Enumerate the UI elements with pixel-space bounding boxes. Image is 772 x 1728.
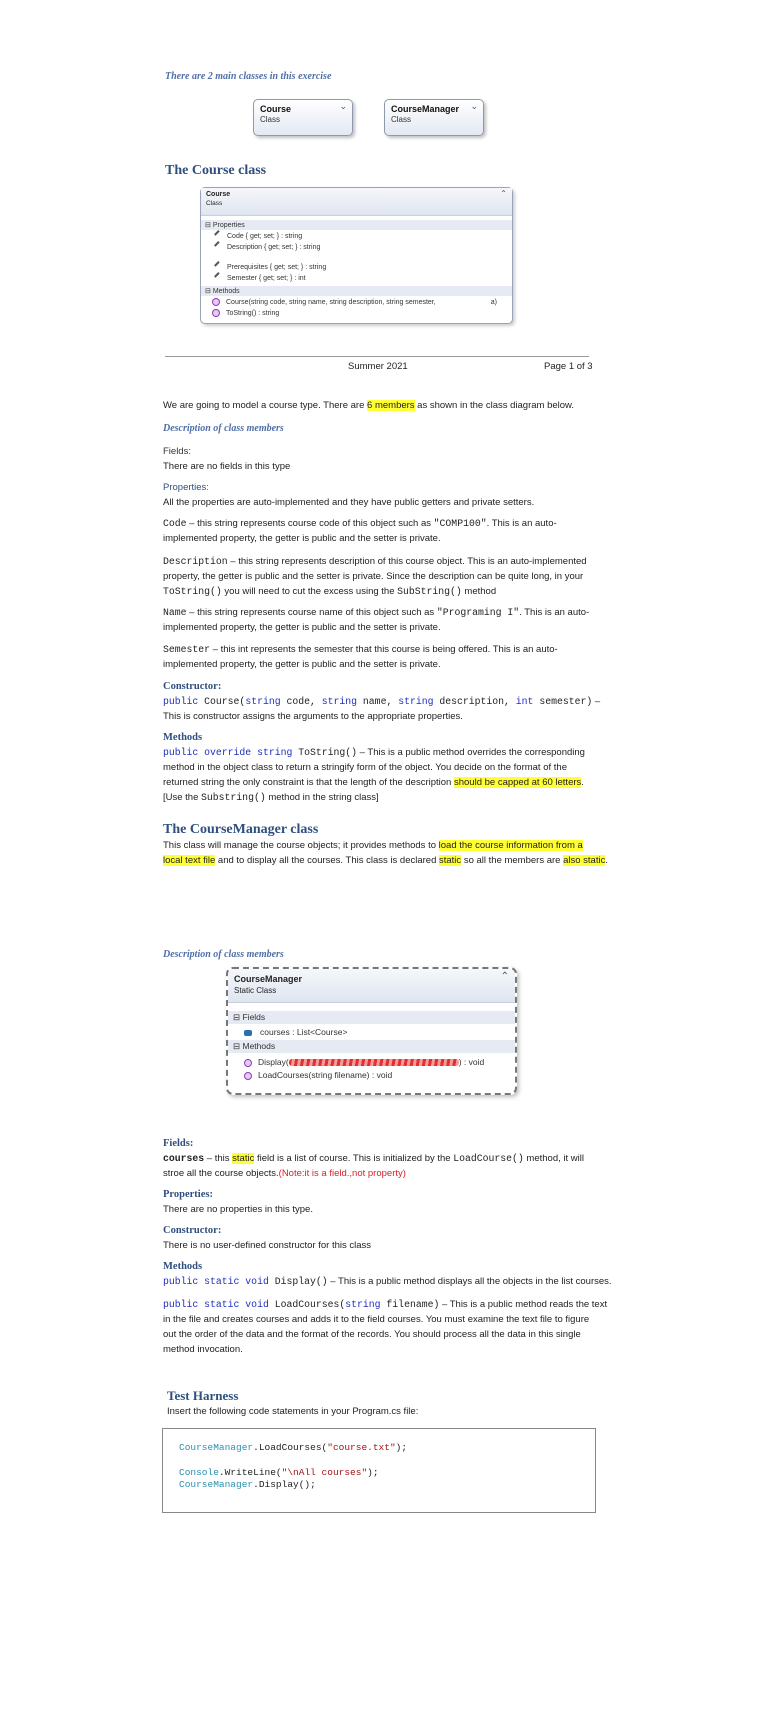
- methods-label: Methods: [212, 288, 240, 295]
- code-line-1: CourseManager.LoadCourses("course.txt");: [179, 1442, 408, 1453]
- class-name: Course: [260, 104, 292, 114]
- constructor-label: Constructor:: [163, 681, 222, 692]
- class-kind: Class: [391, 115, 412, 124]
- fields-block: [163, 444, 290, 474]
- prop-description: Description – this string represents description of this course object. This is an auto-implemented property, the getter is public and the setter is private. Since the description can be quite long, in your ToString() you will need to cut the excess using the SubString() method: [163, 556, 587, 597]
- cm-constructor-block: Constructor: There is no user-defined constructor for this class: [163, 1225, 372, 1251]
- footer-page-number: Page 1 of 3: [544, 361, 593, 372]
- cm-section-title: The CourseManager class: [163, 822, 319, 837]
- diagram-header: [228, 969, 515, 1003]
- harness-text: Insert the following code statements in your Program.cs file:: [167, 1406, 419, 1417]
- method-icon: [244, 1059, 252, 1067]
- course-section-title: The Course class: [165, 163, 267, 178]
- coursemanager-class-box: [384, 99, 484, 136]
- desc-heading: Description of class members: [163, 423, 284, 434]
- cm-properties-block: Properties: There are no properties in this type.: [163, 1189, 313, 1215]
- cm-fields-block: Fields: courses – this static field is a list of course. This is initialized by the LoadCourse() method, it will stroe all the course objects.(Note:it is a field.,not property): [163, 1136, 623, 1181]
- methods-label: Methods: [163, 732, 203, 743]
- class-kind: Class: [260, 115, 281, 124]
- code-line-2: Console.WriteLine("\nAll courses");: [179, 1467, 379, 1478]
- fields-label: Fields:: [163, 446, 191, 457]
- harness-title: Test Harness: [167, 1388, 239, 1403]
- field-item: courses : List<Course>: [228, 1024, 515, 1037]
- footer-center: Summer 2021: [348, 361, 408, 372]
- properties-text: All the properties are auto-implemented and they have public getters and private setters.: [163, 497, 535, 508]
- diagram-class-name: CourseManager: [234, 974, 303, 984]
- code-line-3: CourseManager.Display();: [179, 1479, 316, 1490]
- property-list: [201, 230, 512, 284]
- prop-name: Name – this string represents course name of this object such as "Programing I". This is an auto- implemented property, the getter is public and the setter is private.: [163, 607, 590, 633]
- method-item: LoadCourses(string filename) : void: [244, 1069, 515, 1082]
- wrench-icon: [214, 272, 224, 282]
- method-list: [201, 296, 512, 319]
- diagram-class-name: Course: [206, 191, 231, 198]
- property-item: Semester { get; set; } : int: [215, 274, 512, 285]
- expand-icon[interactable]: ⌄: [470, 101, 478, 111]
- collapse-icon[interactable]: ⌃: [500, 189, 507, 198]
- course-class-box: [253, 99, 353, 136]
- intro-heading: There are 2 main classes in this exercise: [165, 71, 332, 82]
- cm-methods-label: Methods: [163, 1261, 203, 1272]
- method-icon: [244, 1072, 252, 1080]
- diagram-header: [201, 188, 512, 216]
- desc-heading-2: Description of class members: [163, 949, 284, 960]
- properties-label: Properties:: [163, 482, 209, 493]
- method-item: Course(string code, string name, string description, string semester, a): [212, 298, 512, 309]
- wrench-icon: [214, 261, 224, 271]
- cm-properties-label: Properties:: [163, 1189, 213, 1200]
- redacted-scribble: [289, 1059, 459, 1066]
- field-icon: [244, 1030, 252, 1036]
- prop-code: Code – this string represents course code of this object such as "COMP100". This is an auto- implemented property, the getter is public and the setter is private.: [163, 518, 557, 544]
- property-item: Prerequisites { get; set; } : string: [215, 263, 512, 274]
- model-intro: We are going to model a course type. There are 6 members as shown in the class diagram below.: [163, 400, 575, 411]
- code-block: [162, 1428, 596, 1513]
- constructor-block: Constructor: public Course(string code, string name, string description, int semester) – This is constructor assigns the arguments to the appropriate properties.: [163, 679, 623, 724]
- diagram-class-kind: Class: [206, 200, 223, 207]
- properties-label: Properties: [212, 222, 245, 229]
- footer-rule: [165, 356, 589, 357]
- methods-section[interactable]: ⊟ Methods: [201, 286, 512, 296]
- cm-section-text: This class will manage the course objects; it provides methods to load the course information from a local text file and to display all the courses. This class is declared static so all the members are also static.: [163, 840, 608, 866]
- expand-icon[interactable]: ⌄: [339, 101, 347, 111]
- method-icon: [212, 309, 220, 317]
- cm-constructor-label: Constructor:: [163, 1225, 222, 1236]
- property-item: Code { get; set; } : string: [215, 232, 512, 243]
- methods-section[interactable]: ⊟ Methods: [228, 1040, 515, 1053]
- method-item: Display( ) : void: [244, 1056, 515, 1069]
- fields-text: There are no fields in this type: [163, 461, 291, 472]
- property-item: Description { get; set; } : string: [215, 243, 512, 254]
- wrench-icon: [214, 241, 224, 251]
- cm-fields-label: Fields:: [163, 1138, 194, 1149]
- properties-section[interactable]: ⊟ Properties: [201, 220, 512, 230]
- course-class-diagram: [200, 187, 513, 324]
- fields-section[interactable]: ⊟ Fields: [228, 1011, 515, 1024]
- diagram-class-kind: Static Class: [234, 986, 277, 995]
- method-item: ToString() : string: [212, 309, 512, 320]
- class-name: CourseManager: [391, 104, 460, 114]
- coursemanager-diagram: [226, 967, 517, 1095]
- method-list: [228, 1053, 515, 1082]
- methods-block: Methods public override string ToString() – This is a public method overrides the corresponding method in the object class to return a stringify form of the object. You decide on the format of the returned string the only constraint is that the length of the description should be capped at 60 letters. [Use the Substring() method in the string class]: [163, 730, 623, 805]
- properties-block: [163, 480, 534, 510]
- method-icon: [212, 298, 220, 306]
- prop-semester: Semester – this int represents the semester that this course is being offered. This is an auto- implemented property, the getter is public and the setter is private.: [163, 644, 558, 670]
- wrench-icon: [214, 230, 224, 240]
- cm-methods-block: Methods public static void Display() – This is a public method displays all the objects in the list courses. public static void LoadCourses(string filename) – This is a public method reads the text in the file and creates courses and adds it to the field courses. You must examine the text file to figure out the order of the data and the format of the records. You should process all the data in this single method invocation.: [163, 1259, 633, 1357]
- collapse-icon[interactable]: ⌃: [500, 971, 509, 982]
